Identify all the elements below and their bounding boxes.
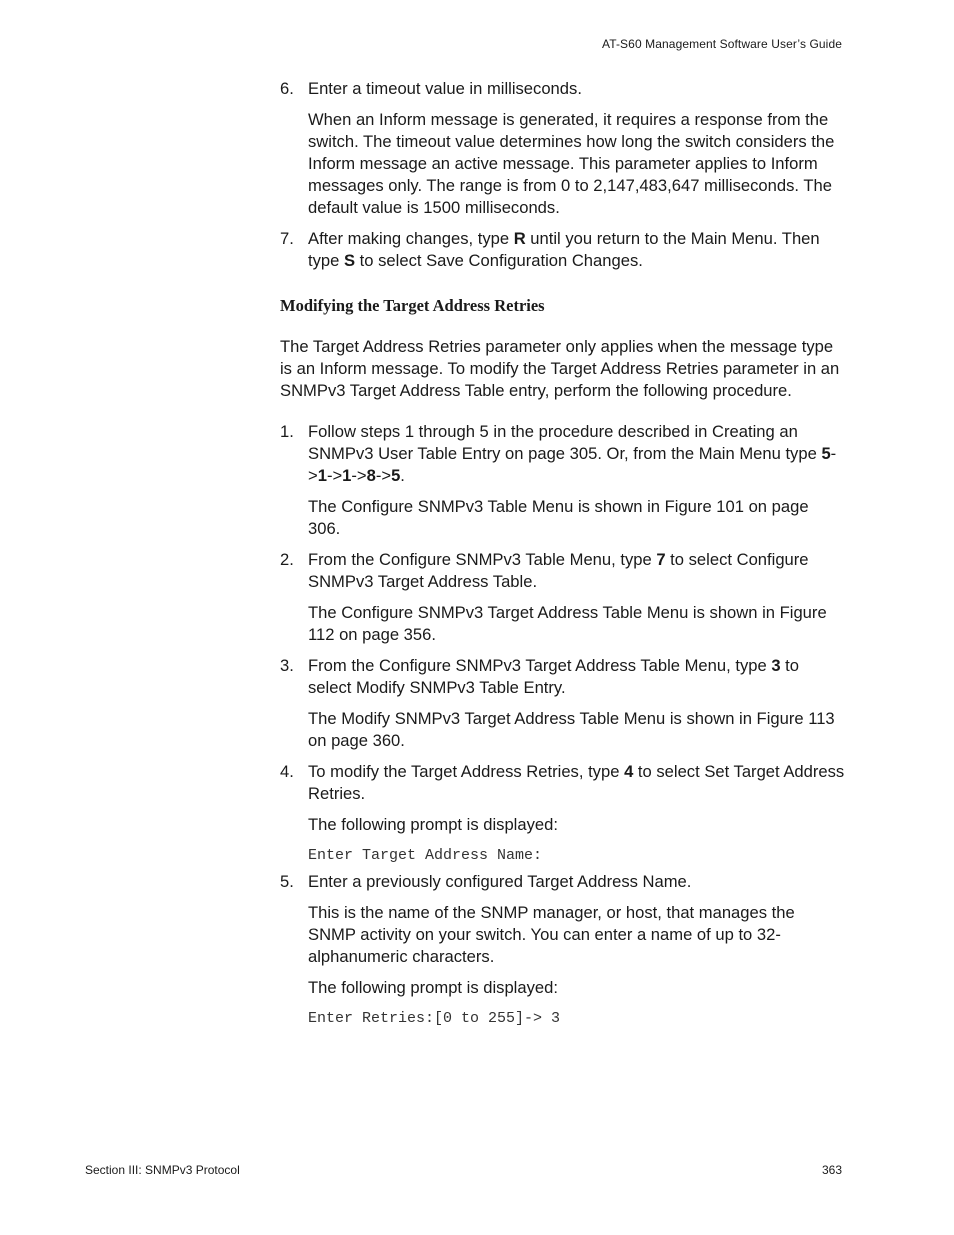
- step-detail: The Configure SNMPv3 Target Address Table Menu is shown in Figure 112 on page 356.: [308, 603, 827, 644]
- step-6: [280, 78, 845, 100]
- step-detail: The Modify SNMPv3 Target Address Table Menu is shown in Figure 113 on page 360.: [308, 709, 835, 750]
- step-number: 1.: [280, 422, 294, 441]
- step-number: 7.: [280, 229, 294, 248]
- page-content: [280, 78, 845, 1030]
- prompt-code: Enter Retries:[0 to 255]-> 3: [308, 1010, 561, 1027]
- step-text: From the Configure SNMPv3 Target Address Table Menu, type 3 to select Modify SNMPv3 Table Entry.: [308, 656, 800, 697]
- step-7: [280, 228, 845, 272]
- proc-step-4: [280, 761, 845, 805]
- step-text: After making changes, type R until you return to the Main Menu. Then type S to select Save Configuration Changes.: [308, 229, 820, 270]
- step-number: 2.: [280, 550, 294, 569]
- step-detail: When an Inform message is generated, it requires a response from the switch. The timeout value determines how long the switch considers the Inform message an active message. This parameter applies to Inform messages only. The range is from 0 to 2,147,483,647 milliseconds. The default value is 1500 milliseconds.: [308, 110, 835, 217]
- section-intro: The Target Address Retries parameter only applies when the message type is an Inform message. To modify the Target Address Retries parameter in an SNMPv3 Target Address Table entry, perform the following procedure.: [280, 337, 840, 400]
- footer-section: Section III: SNMPv3 Protocol: [85, 1163, 240, 1177]
- key-r: R: [513, 229, 526, 248]
- step-detail: The Configure SNMPv3 Table Menu is shown in Figure 101 on page 306.: [308, 497, 809, 538]
- step-text: From the Configure SNMPv3 Table Menu, type 7 to select Configure SNMPv3 Target Address Table.: [308, 550, 809, 591]
- step-text: Follow steps 1 through 5 in the procedure described in Creating an SNMPv3 User Table Entry on page 305. Or, from the Main Menu type 5->1->1->8->5.: [308, 422, 837, 485]
- step-text: Enter a timeout value in milliseconds.: [308, 79, 582, 98]
- step-detail: The following prompt is displayed:: [308, 815, 558, 834]
- proc-step-3: [280, 655, 845, 699]
- proc-step-5: [280, 871, 845, 893]
- prompt-code: Enter Target Address Name:: [308, 847, 543, 864]
- key-s: S: [343, 251, 356, 270]
- step-number: 3.: [280, 656, 294, 675]
- proc-step-1: [280, 421, 845, 487]
- step-text: To modify the Target Address Retries, type 4 to select Set Target Address Retries.: [308, 762, 845, 803]
- running-header: AT-S60 Management Software User’s Guide: [601, 37, 842, 51]
- page-number: 363: [821, 1163, 842, 1177]
- section-heading: Modifying the Target Address Retries: [280, 296, 545, 315]
- step-number: 4.: [280, 762, 294, 781]
- step-number: 5.: [280, 872, 294, 891]
- step-detail: This is the name of the SNMP manager, or host, that manages the SNMP activity on your switch. You can enter a name of up to 32- alphanumeric characters.: [308, 903, 795, 966]
- step-text: Enter a previously configured Target Address Name.: [308, 872, 692, 891]
- step-number: 6.: [280, 79, 294, 98]
- proc-step-2: [280, 549, 845, 593]
- step-detail: The following prompt is displayed:: [308, 978, 558, 997]
